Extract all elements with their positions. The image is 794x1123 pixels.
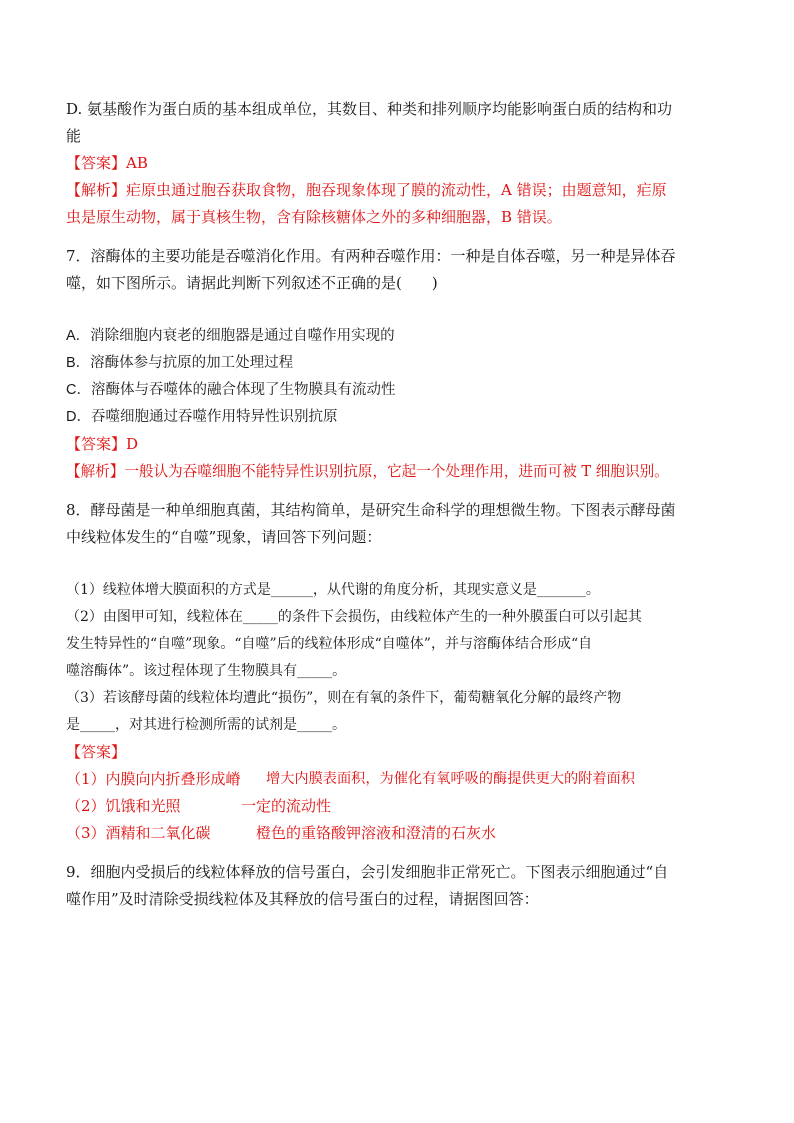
- q6-analysis-line1: 【解析】疟原虫通过胞吞获取食物，胞吞现象体现了膜的流动性，A 错误；由题意知，疟原: [66, 181, 667, 199]
- q8-stem-line2: 中线粒体发生的“自噬”现象，请回答下列问题：: [66, 528, 382, 546]
- q6-analysis-line2: 虫是原生动物，属于真核生物，含有除核糖体之外的多种细胞器，B 错误。: [66, 208, 562, 226]
- q6-option-d: D. 氨基酸作为蛋白质的基本组成单位，其数目、种类和排列顺序均能影响蛋白质的结构和功: [66, 100, 673, 118]
- q8-answer-label: 【答案】: [66, 743, 127, 761]
- q8-answer-row-1: [66, 766, 730, 793]
- document-page: [66, 96, 730, 913]
- q7-analysis: 【解析】一般认为吞噬细胞不能特异性识别抗原，它起一个处理作用，进而可被 T 细胞识别。: [66, 463, 669, 480]
- q8-sub3-line2: 是_____，对其进行检测所需的试剂是_____。: [66, 717, 346, 733]
- q6-option-d-cont: 能: [66, 127, 82, 145]
- q8-stem-line1: 8．酵母菌是一种单细胞真菌，其结构简单，是研究生命科学的理想微生物。下图表示酵母菌: [66, 501, 676, 519]
- q8-sub3-line1: （3）若该酵母菌的线粒体均遭此“损伤”，则在有氧的条件下，葡萄糖氧化分解的最终产物: [66, 690, 622, 706]
- q8-answer-row-3: [66, 820, 730, 847]
- q7-answer: 【答案】D: [66, 435, 139, 453]
- q8-answer-row-2: [66, 793, 730, 820]
- q6-answer: 【答案】AB: [66, 154, 148, 172]
- q8-answer-3a: （3）酒精和二氧化碳: [66, 824, 211, 842]
- q7-option-c: C．溶酶体与吞噬体的融合体现了生物膜具有流动性: [66, 382, 396, 398]
- q7-stem-line2: 噬，如下图所示。请据此判断下列叙述不正确的是( ): [66, 274, 438, 292]
- q8-answer-3b: 橙色的重铬酸钾溶液和澄清的石灰水: [256, 824, 497, 842]
- q7-figure-placeholder: [66, 297, 730, 323]
- q7-option-d: D．吞噬细胞通过吞噬作用特异性识别抗原: [66, 409, 338, 425]
- q8-figure-placeholder: [66, 551, 730, 577]
- q8-sub2-line3: 噬溶酶体”。该过程体现了生物膜具有_____。: [66, 663, 347, 679]
- q8-answer-2a: （2）饥饿和光照: [66, 797, 181, 815]
- q8-sub2-line1: （2）由图甲可知，线粒体在_____的条件下会损伤，由线粒体产生的一种外膜蛋白可以引起其: [66, 609, 642, 625]
- q8-answer-1b: 增大内膜表面积，为催化有氧呼吸的酶提供更大的附着面积: [266, 771, 635, 787]
- q9-stem-line2: 噬作用”及时清除受损线粒体及其释放的信号蛋白的过程，请据图回答：: [66, 890, 539, 908]
- q7-option-a: A．消除细胞内衰老的细胞器是通过自噬作用实现的: [66, 328, 395, 344]
- q8-sub1: （1）线粒体增大膜面积的方式是______，从代谢的角度分析，其现实意义是_______。: [66, 582, 600, 598]
- q8-answer-1a: （1）内膜向内折叠形成嵴: [66, 770, 241, 788]
- q7-stem-line1: 7．溶酶体的主要功能是吞噬消化作用。有两种吞噬作用：一种是自体吞噬，另一种是异体吞: [66, 247, 676, 265]
- q8-sub2-line2: 发生特异性的“自噬”现象。“自噬”后的线粒体形成“自噬体”，并与溶酶体结合形成“自: [66, 636, 593, 652]
- q8-answer-2b: 一定的流动性: [241, 797, 332, 815]
- q9-stem-line1: 9．细胞内受损后的线粒体释放的信号蛋白，会引发细胞非正常死亡。下图表示细胞通过“自: [66, 863, 669, 881]
- q7-option-b: B．溶酶体参与抗原的加工处理过程: [66, 355, 294, 371]
